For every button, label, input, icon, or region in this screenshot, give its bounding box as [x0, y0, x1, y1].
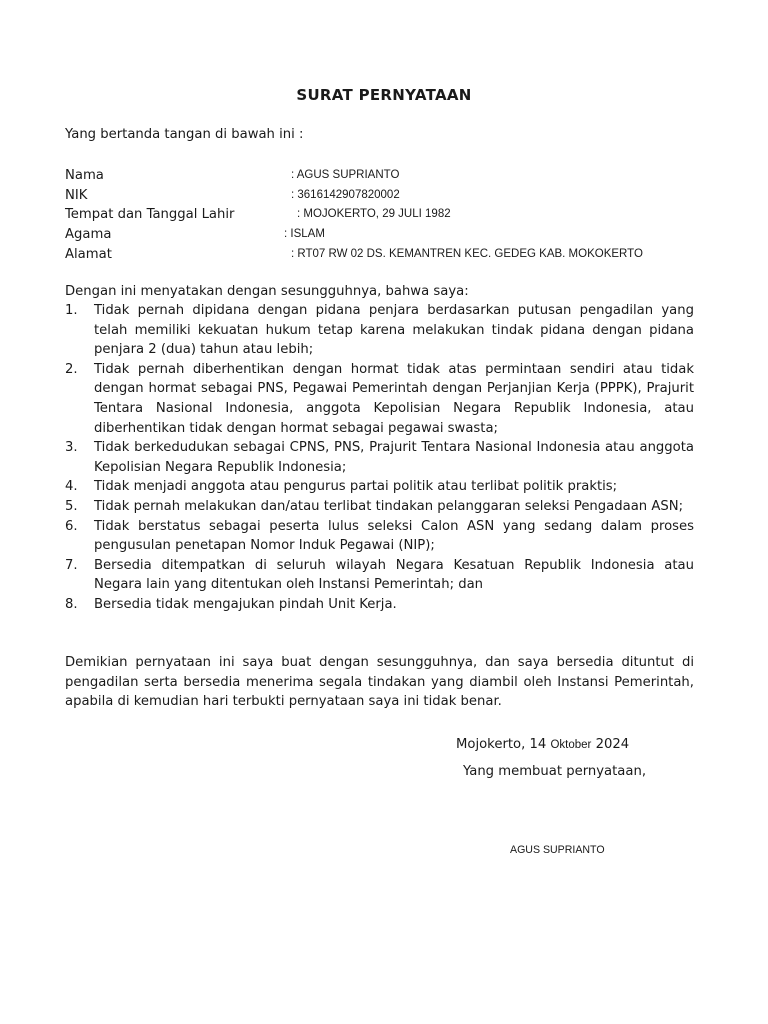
list-number: 5.: [65, 498, 78, 514]
place-date-month: Oktober: [550, 739, 592, 751]
statement-lead: Dengan ini menyatakan dengan sesungguhnya, bahwa saya:: [65, 284, 469, 299]
list-text: Tidak menjadi anggota atau pengurus partai politik atau terlibat politik praktis;: [94, 479, 618, 495]
field-label: Agama: [65, 227, 112, 243]
list-item: [65, 301, 694, 360]
list-text: Tidak berkedudukan sebagai CPNS, PNS, Prajurit Tentara Nasional Indonesia atau anggota Kepolisian Negara Republik Indonesia;: [94, 440, 694, 475]
list-number: 1.: [65, 303, 78, 318]
field-row-agama: [65, 225, 725, 245]
list-item: [65, 477, 694, 497]
maker-label: Yang membuat pernyataan,: [463, 764, 647, 779]
field-label: NIK: [65, 187, 88, 203]
field-label: Tempat dan Tanggal Lahir: [65, 207, 235, 223]
list-item: [65, 595, 694, 615]
field-label: Nama: [65, 168, 104, 183]
place-date: [456, 737, 629, 752]
list-item: [65, 497, 694, 517]
field-row-ttl: [65, 205, 725, 225]
list-item: [65, 517, 694, 556]
field-row-alamat: [65, 245, 725, 265]
list-text: Tidak pernah diberhentikan dengan hormat tidak atas permintaan sendiri atau tidak dengan hormat sebagai PNS, Pegawai Pemerintah dengan Perjanjian Kerja (PPPK), Prajurit Tentara Nasional Indonesia, anggota Kepolisian Negara Republik Indonesia, atau diberhentikan tidak dengan hormat sebagai pegawai swasta;: [94, 361, 694, 436]
field-row-nama: [65, 166, 725, 186]
list-number: 8.: [65, 596, 78, 612]
list-item: [65, 556, 694, 595]
identity-fields: [65, 166, 725, 264]
list-number: 4.: [65, 479, 78, 495]
list-text: Tidak berstatus sebagai peserta lulus seleksi Calon ASN yang sedang dalam proses pengusulan penetapan Nomor Induk Pegawai (NIP);: [94, 518, 694, 554]
place-date-year: 2024: [591, 737, 630, 752]
statement-list: [65, 301, 694, 615]
list-text: Tidak pernah melakukan dan/atau terlibat tindakan pelanggaran seleksi Pengadaan ASN;: [94, 498, 684, 514]
field-value: : AGUS SUPRIANTO: [291, 169, 400, 181]
document-title: SURAT PERNYATAAN: [296, 86, 472, 104]
list-item: [65, 438, 694, 477]
field-value: : RT07 RW 02 DS. KEMANTREN KEC. GEDEG KAB. MOKOKERTO: [291, 247, 643, 260]
list-text: Bersedia tidak mengajukan pindah Unit Kerja.: [94, 596, 397, 612]
list-number: 2.: [65, 361, 78, 377]
place-date-prefix: Mojokerto, 14: [456, 737, 551, 752]
closing-paragraph: Demikian pernyataan ini saya buat dengan sesungguhnya, dan saya bersedia dituntut di pengadilan serta bersedia menerima segala tindakan yang diambil oleh Instansi Pemerintah, apabila di kemudian hari terbukti pernyataan saya ini tidak benar.: [65, 655, 694, 710]
list-text: Tidak pernah dipidana dengan pidana penjara berdasarkan putusan pengadilan yang telah memiliki kekuatan hukum tetap karena melakukan tindak pidana dengan pidana penjara 2 (dua) tahun atau lebih;: [94, 303, 694, 358]
list-number: 3.: [65, 440, 78, 456]
list-number: 7.: [65, 557, 78, 573]
list-number: 6.: [65, 518, 78, 534]
field-value: : ISLAM: [284, 228, 325, 241]
list-text: Bersedia ditempatkan di seluruh wilayah Negara Kesatuan Republik Indonesia atau Negara lain yang ditentukan oleh Instansi Pemerintah; dan: [94, 557, 694, 593]
field-row-nik: [65, 186, 725, 206]
signer-name: AGUS SUPRIANTO: [510, 844, 605, 856]
list-item: [65, 360, 694, 438]
intro-text: Yang bertanda tangan di bawah ini :: [65, 127, 304, 142]
field-value: : 3616142907820002: [291, 188, 400, 201]
field-value: : MOJOKERTO, 29 JULI 1982: [297, 208, 451, 221]
field-label: Alamat: [65, 246, 112, 262]
